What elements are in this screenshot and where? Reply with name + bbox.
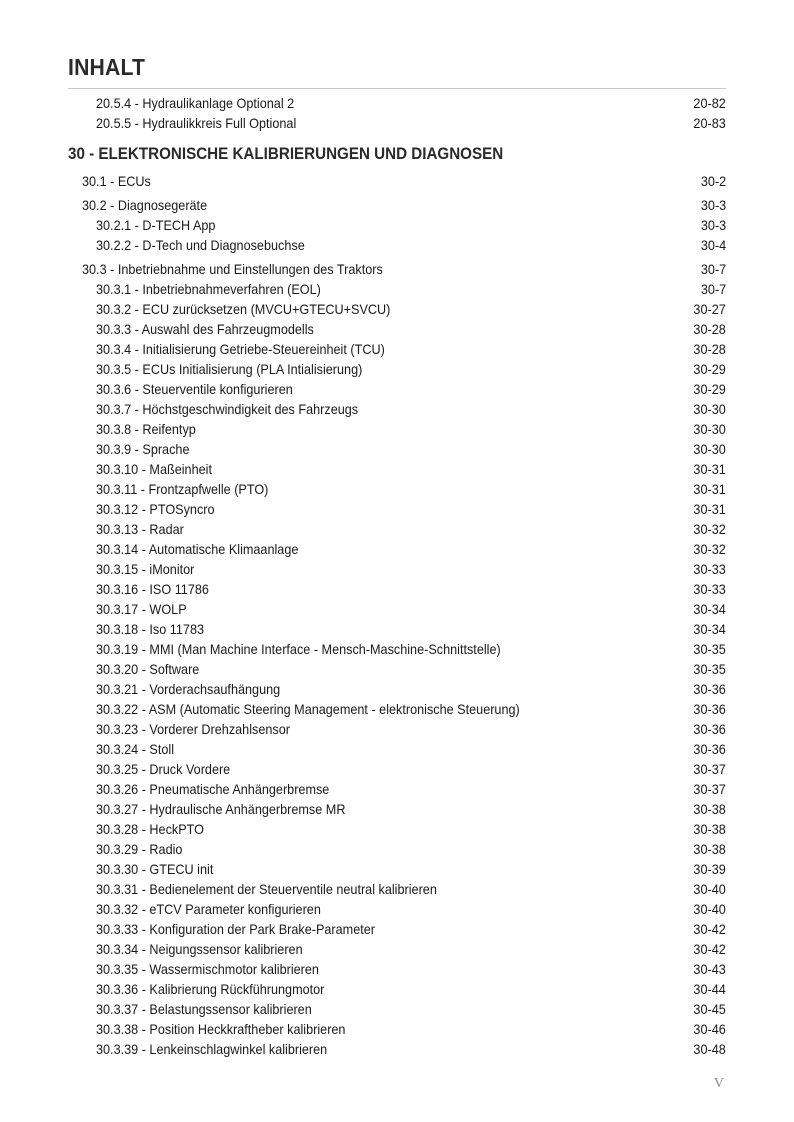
toc-entry[interactable]	[0, 620, 794, 640]
toc-entry-title: 20.5.4 - Hydraulikanlage Optional 2	[96, 96, 295, 111]
toc-entry[interactable]	[0, 216, 794, 236]
toc-entry-page: 30-43	[693, 962, 726, 977]
toc-entry-page: 30-3	[700, 218, 726, 233]
toc-entry[interactable]	[0, 900, 794, 920]
toc-entry-page: 30-37	[693, 762, 726, 777]
toc-entry-title: 30.3.28 - HeckPTO	[96, 822, 204, 837]
toc-entry[interactable]	[0, 940, 794, 960]
toc-entry[interactable]	[0, 480, 794, 500]
toc-entry-title: 30.3.19 - MMI (Man Machine Interface - Mensch-Maschine-Schnittstelle)	[96, 642, 501, 657]
toc-entry-title: 30.3.24 - Stoll	[96, 742, 175, 757]
toc-entry[interactable]	[0, 980, 794, 1000]
toc-entry-page: 30-33	[693, 562, 726, 577]
toc-entry[interactable]	[0, 260, 794, 280]
toc-entry-page: 30-38	[693, 802, 726, 817]
toc-entry-title: 30.3.22 - ASM (Automatic Steering Management - elektronische Steuerung)	[96, 702, 520, 717]
toc-entry[interactable]	[0, 380, 794, 400]
toc-entry-page: 30-7	[700, 262, 726, 277]
toc-entry[interactable]	[0, 500, 794, 520]
toc-entry-page: 30-45	[693, 1002, 726, 1017]
toc-entry-page: 30-30	[693, 422, 726, 437]
toc-entry[interactable]	[0, 640, 794, 660]
toc-entry[interactable]	[0, 114, 794, 134]
table-of-contents	[0, 94, 794, 1060]
toc-entry-title: 30.3.9 - Sprache	[96, 442, 190, 457]
toc-entry-title: 30.3.21 - Vorderachsaufhängung	[96, 682, 281, 697]
toc-entry[interactable]	[0, 600, 794, 620]
toc-entry[interactable]	[0, 820, 794, 840]
toc-entry[interactable]	[0, 1000, 794, 1020]
toc-entry[interactable]	[0, 880, 794, 900]
toc-entry-page: 30-40	[693, 902, 726, 917]
toc-entry-page: 30-34	[693, 622, 726, 637]
toc-entry-title: 30.3.18 - Iso 11783	[96, 622, 205, 637]
toc-entry-title: 30.3.34 - Neigungssensor kalibrieren	[96, 942, 303, 957]
title-divider	[68, 88, 726, 89]
toc-entry[interactable]	[0, 400, 794, 420]
toc-entry[interactable]	[0, 320, 794, 340]
toc-entry-title: 30.3.10 - Maßeinheit	[96, 462, 212, 477]
toc-entry-title: 30.3.26 - Pneumatische Anhängerbremse	[96, 782, 330, 797]
toc-entry-title: 30.1 - ECUs	[82, 174, 151, 189]
toc-entry[interactable]	[0, 172, 794, 192]
page-title: INHALT	[68, 54, 146, 80]
toc-entry-page: 30-46	[693, 1022, 726, 1037]
toc-entry-title: 30.3.37 - Belastungssensor kalibrieren	[96, 1002, 312, 1017]
toc-entry-title: 30.3.39 - Lenkeinschlagwinkel kalibrieren	[96, 1042, 328, 1057]
toc-entry[interactable]	[0, 520, 794, 540]
toc-entry[interactable]	[0, 720, 794, 740]
toc-entry-page: 30-27	[693, 302, 726, 317]
toc-entry-title: 30.3.5 - ECUs Initialisierung (PLA Intialisierung)	[96, 362, 363, 377]
toc-entry[interactable]	[0, 1020, 794, 1040]
toc-entry[interactable]	[0, 196, 794, 216]
toc-entry-title: 30.3.6 - Steuerventile konfigurieren	[96, 382, 293, 397]
toc-entry-title: 30.3.32 - eTCV Parameter konfigurieren	[96, 902, 321, 917]
toc-entry-page: 30-29	[693, 382, 726, 397]
toc-entry[interactable]	[0, 780, 794, 800]
toc-entry-title: 30.3.3 - Auswahl des Fahrzeugmodells	[96, 322, 314, 337]
toc-entry-page: 30-37	[693, 782, 726, 797]
toc-entry-title: 30.3.38 - Position Heckkraftheber kalibrieren	[96, 1022, 346, 1037]
toc-entry[interactable]	[0, 280, 794, 300]
toc-entry[interactable]	[0, 360, 794, 380]
toc-entry-page: 30-36	[693, 702, 726, 717]
toc-entry-page: 30-34	[693, 602, 726, 617]
toc-entry-page: 30-42	[693, 922, 726, 937]
toc-entry-page: 30-31	[693, 462, 726, 477]
toc-entry[interactable]	[0, 660, 794, 680]
toc-entry-title: 20.5.5 - Hydraulikkreis Full Optional	[96, 116, 297, 131]
toc-entry[interactable]	[0, 960, 794, 980]
toc-entry-page: 30-35	[693, 642, 726, 657]
toc-entry[interactable]	[0, 420, 794, 440]
toc-entry-title: 30.3.12 - PTOSyncro	[96, 502, 215, 517]
toc-entry-title: 30 - ELEKTRONISCHE KALIBRIERUNGEN UND DIAGNOSEN	[68, 145, 504, 163]
toc-entry[interactable]	[0, 1040, 794, 1060]
toc-entry-page: 30-35	[693, 662, 726, 677]
toc-entry-page: 30-42	[693, 942, 726, 957]
toc-entry-title: 30.3.23 - Vorderer Drehzahlsensor	[96, 722, 290, 737]
toc-entry-title: 30.3.4 - Initialisierung Getriebe-Steuereinheit (TCU)	[96, 342, 385, 357]
toc-entry-title: 30.2 - Diagnosegeräte	[82, 198, 208, 213]
toc-entry[interactable]	[0, 920, 794, 940]
toc-entry-title: 30.3.7 - Höchstgeschwindigkeit des Fahrzeugs	[96, 402, 359, 417]
toc-entry-title: 30.3.33 - Konfiguration der Park Brake-Parameter	[96, 922, 375, 937]
toc-entry[interactable]	[0, 680, 794, 700]
toc-entry-page: 30-29	[693, 362, 726, 377]
toc-entry-title: 30.3.16 - ISO 11786	[96, 582, 209, 597]
toc-entry-title: 30.3.2 - ECU zurücksetzen (MVCU+GTECU+SVCU)	[96, 302, 391, 317]
toc-entry[interactable]	[0, 580, 794, 600]
toc-entry-title: 30.3 - Inbetriebnahme und Einstellungen des Traktors	[82, 262, 383, 277]
toc-entry-title: 30.3.11 - Frontzapfwelle (PTO)	[96, 482, 269, 497]
toc-entry-title: 30.2.1 - D-TECH App	[96, 218, 216, 233]
toc-entry-page: 30-39	[693, 862, 726, 877]
toc-entry-page: 30-32	[693, 542, 726, 557]
toc-entry-page: 30-3	[700, 198, 726, 213]
toc-entry-page: 30-31	[693, 502, 726, 517]
toc-entry-page: 30-28	[693, 342, 726, 357]
toc-entry-page: 20-83	[693, 116, 726, 131]
toc-entry-title: 30.3.20 - Software	[96, 662, 200, 677]
toc-entry-title: 30.3.1 - Inbetriebnahmeverfahren (EOL)	[96, 282, 321, 297]
toc-entry-page: 30-28	[693, 322, 726, 337]
toc-entry[interactable]	[0, 94, 794, 114]
toc-entry-page: 30-36	[693, 682, 726, 697]
toc-entry[interactable]	[0, 460, 794, 480]
toc-entry-page: 30-32	[693, 522, 726, 537]
toc-entry[interactable]	[0, 700, 794, 720]
toc-entry-title: 30.2.2 - D-Tech und Diagnosebuchse	[96, 238, 305, 253]
toc-entry[interactable]	[0, 236, 794, 256]
toc-entry-title: 30.3.29 - Radio	[96, 842, 183, 857]
toc-entry-title: 30.3.35 - Wassermischmotor kalibrieren	[96, 962, 319, 977]
toc-entry-title: 30.3.36 - Kalibrierung Rückführungmotor	[96, 982, 325, 997]
toc-entry-page: 30-33	[693, 582, 726, 597]
toc-entry[interactable]	[0, 760, 794, 780]
toc-entry[interactable]	[0, 740, 794, 760]
toc-entry-page: 30-48	[693, 1042, 726, 1057]
toc-entry-page: 30-31	[693, 482, 726, 497]
toc-entry-title: 30.3.13 - Radar	[96, 522, 184, 537]
toc-entry-title: 30.3.17 - WOLP	[96, 602, 187, 617]
toc-entry-page: 30-4	[700, 238, 726, 253]
toc-entry-title: 30.3.31 - Bedienelement der Steuerventile neutral kalibrieren	[96, 882, 437, 897]
toc-entry[interactable]	[0, 300, 794, 320]
toc-entry-page: 30-2	[700, 174, 726, 189]
toc-entry-page: 30-7	[700, 282, 726, 297]
toc-entry-title: 30.3.27 - Hydraulische Anhängerbremse MR	[96, 802, 346, 817]
toc-entry[interactable]	[0, 440, 794, 460]
toc-entry-page: 30-38	[693, 822, 726, 837]
toc-entry-page: 30-40	[693, 882, 726, 897]
toc-entry-page: 30-44	[693, 982, 726, 997]
toc-entry-title: 30.3.15 - iMonitor	[96, 562, 195, 577]
toc-entry-title: 30.3.14 - Automatische Klimaanlage	[96, 542, 299, 557]
toc-entry[interactable]	[0, 540, 794, 560]
toc-entry-title: 30.3.25 - Druck Vordere	[96, 762, 231, 777]
toc-chapter-heading[interactable]	[0, 140, 794, 168]
toc-entry-page: 30-36	[693, 742, 726, 757]
toc-entry[interactable]	[0, 860, 794, 880]
toc-entry-title: 30.3.8 - Reifentyp	[96, 422, 196, 437]
toc-entry-page: 30-38	[693, 842, 726, 857]
page-number: V	[713, 1076, 724, 1091]
toc-entry-title: 30.3.30 - GTECU init	[96, 862, 214, 877]
toc-entry[interactable]	[0, 340, 794, 360]
toc-entry-page: 30-30	[693, 442, 726, 457]
toc-entry-page: 20-82	[693, 96, 726, 111]
toc-entry[interactable]	[0, 840, 794, 860]
toc-entry[interactable]	[0, 560, 794, 580]
toc-entry-page: 30-36	[693, 722, 726, 737]
toc-entry-page: 30-30	[693, 402, 726, 417]
toc-entry[interactable]	[0, 800, 794, 820]
